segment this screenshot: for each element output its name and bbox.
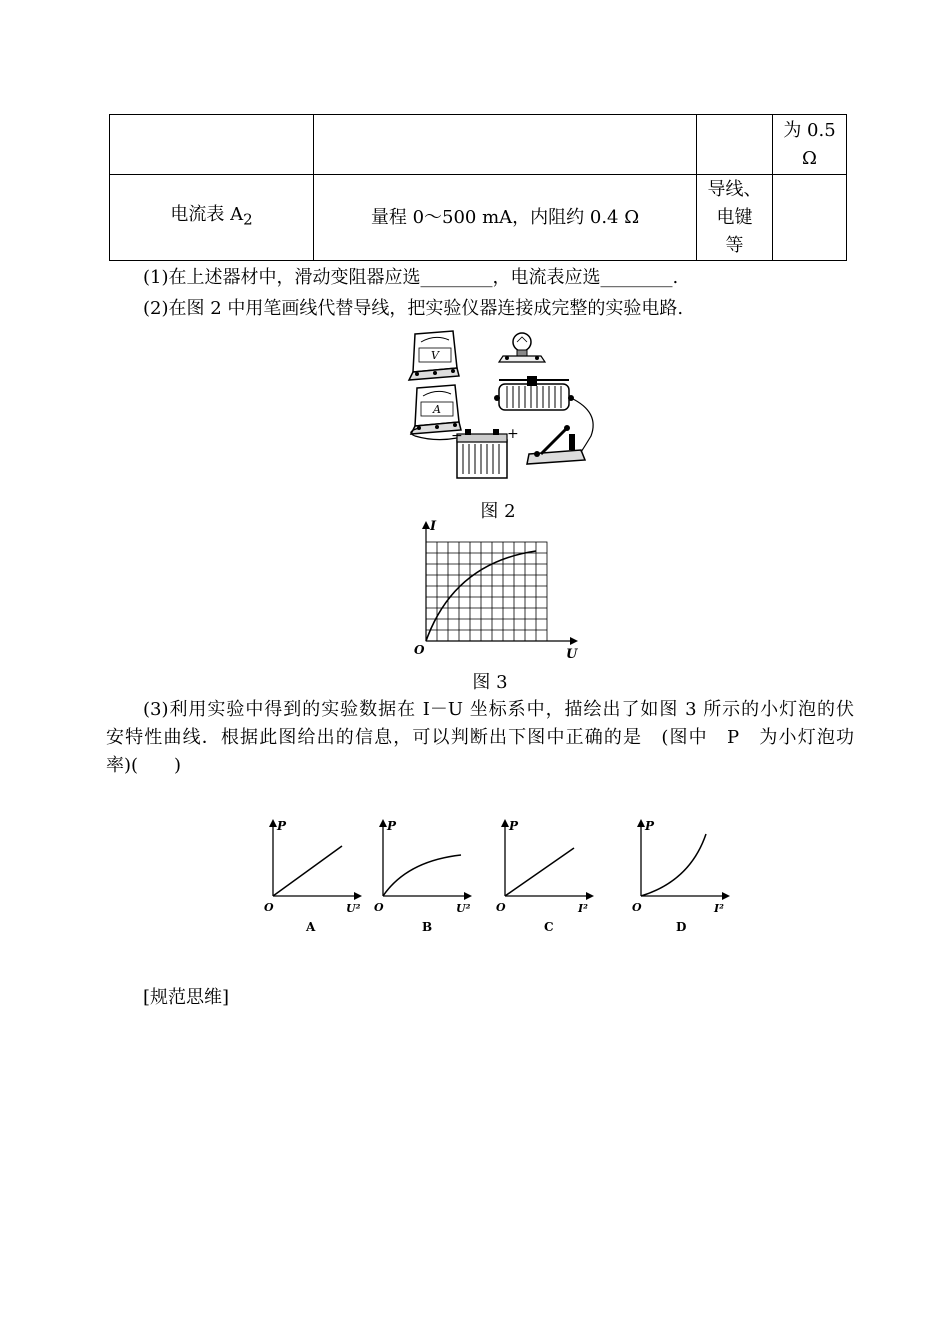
equipment-table	[109, 114, 847, 261]
grid	[426, 542, 547, 641]
cell-text: 电键	[716, 206, 753, 228]
ammeter-icon	[411, 385, 461, 434]
origin-label: O	[632, 901, 642, 914]
table-cell	[314, 115, 697, 175]
figure-3-iu-curve	[412, 518, 582, 660]
option-a-curve	[273, 846, 342, 896]
origin-label: O	[496, 901, 506, 914]
option-label: D	[676, 920, 687, 934]
y-axis-arrow	[422, 521, 430, 529]
y-axis-label: P	[387, 819, 397, 833]
figure-2-apparatus	[395, 328, 610, 488]
lamp-icon	[499, 333, 545, 362]
x-axis-label: U	[566, 647, 578, 660]
ammeter-subscript: 2	[243, 210, 253, 229]
table-row	[110, 115, 847, 175]
table-cell: 量程 0～500 mA，内阻约 0.4 Ω	[314, 175, 697, 261]
question-1: (1)在上述器材中，滑动变阻器应选________，电流表应选________.	[143, 267, 679, 288]
table-cell	[697, 115, 773, 175]
question-3-line: 安特性曲线．根据此图给出的信息，可以判断出下图中正确的是 (图中 P 为小灯泡功	[106, 727, 854, 748]
option-label: B	[422, 920, 433, 934]
figure-2-caption: 图 2	[480, 501, 516, 522]
option-c-curve	[505, 848, 574, 896]
option-d-curve	[641, 834, 706, 896]
origin-label: O	[374, 901, 384, 914]
minus-sign: −	[451, 428, 463, 444]
plus-sign: +	[507, 426, 519, 442]
y-axis-label: P	[645, 819, 655, 833]
question-3-line: (3)利用实验中得到的实验数据在 I－U 坐标系中，描绘出了如图 3 所示的小灯泡的伏	[143, 699, 854, 720]
table-cell	[773, 175, 847, 261]
option-label: A	[306, 920, 316, 934]
question-2: (2)在图 2 中用笔画线代替导线，把实验仪器连接成完整的实验电路.	[143, 298, 684, 319]
table-cell	[697, 175, 773, 261]
x-axis-label: U²	[456, 902, 471, 915]
voltmeter-label: V	[431, 349, 439, 362]
x-axis-label: I²	[578, 902, 588, 915]
x-axis-label: U²	[346, 902, 361, 915]
ammeter-label: A	[433, 403, 441, 416]
option-graph-b	[372, 816, 482, 938]
cell-text: 等	[725, 234, 744, 256]
table-cell	[773, 115, 847, 175]
switch-icon	[527, 425, 585, 464]
question-3-line: 率)( )	[106, 755, 182, 776]
question-3	[106, 696, 854, 780]
battery-icon	[451, 426, 519, 478]
table-cell	[110, 175, 314, 261]
cell-text: 为 0.5	[783, 119, 836, 141]
x-axis-arrow	[570, 637, 578, 645]
y-axis-label: P	[277, 819, 287, 833]
option-b-curve	[383, 855, 461, 896]
option-graph-a	[262, 816, 372, 938]
y-axis-label: I	[430, 519, 437, 534]
origin-label: O	[414, 643, 425, 657]
x-axis-label: I²	[714, 902, 724, 915]
option-graph-d	[630, 816, 740, 938]
figure-3-caption: 图 3	[472, 672, 508, 693]
origin-label: O	[264, 901, 274, 914]
rheostat-icon	[494, 376, 574, 410]
thinking-heading: [规范思维]	[143, 987, 230, 1008]
table-cell	[110, 115, 314, 175]
cell-text: Ω	[802, 147, 817, 169]
voltmeter-icon	[409, 331, 459, 380]
table-row	[110, 175, 847, 261]
y-axis-label: P	[509, 819, 519, 833]
option-graph-c	[494, 816, 604, 938]
option-label: C	[544, 920, 554, 934]
ammeter-name: 电流表 A	[170, 204, 244, 226]
cell-text: 导线、	[707, 178, 762, 200]
